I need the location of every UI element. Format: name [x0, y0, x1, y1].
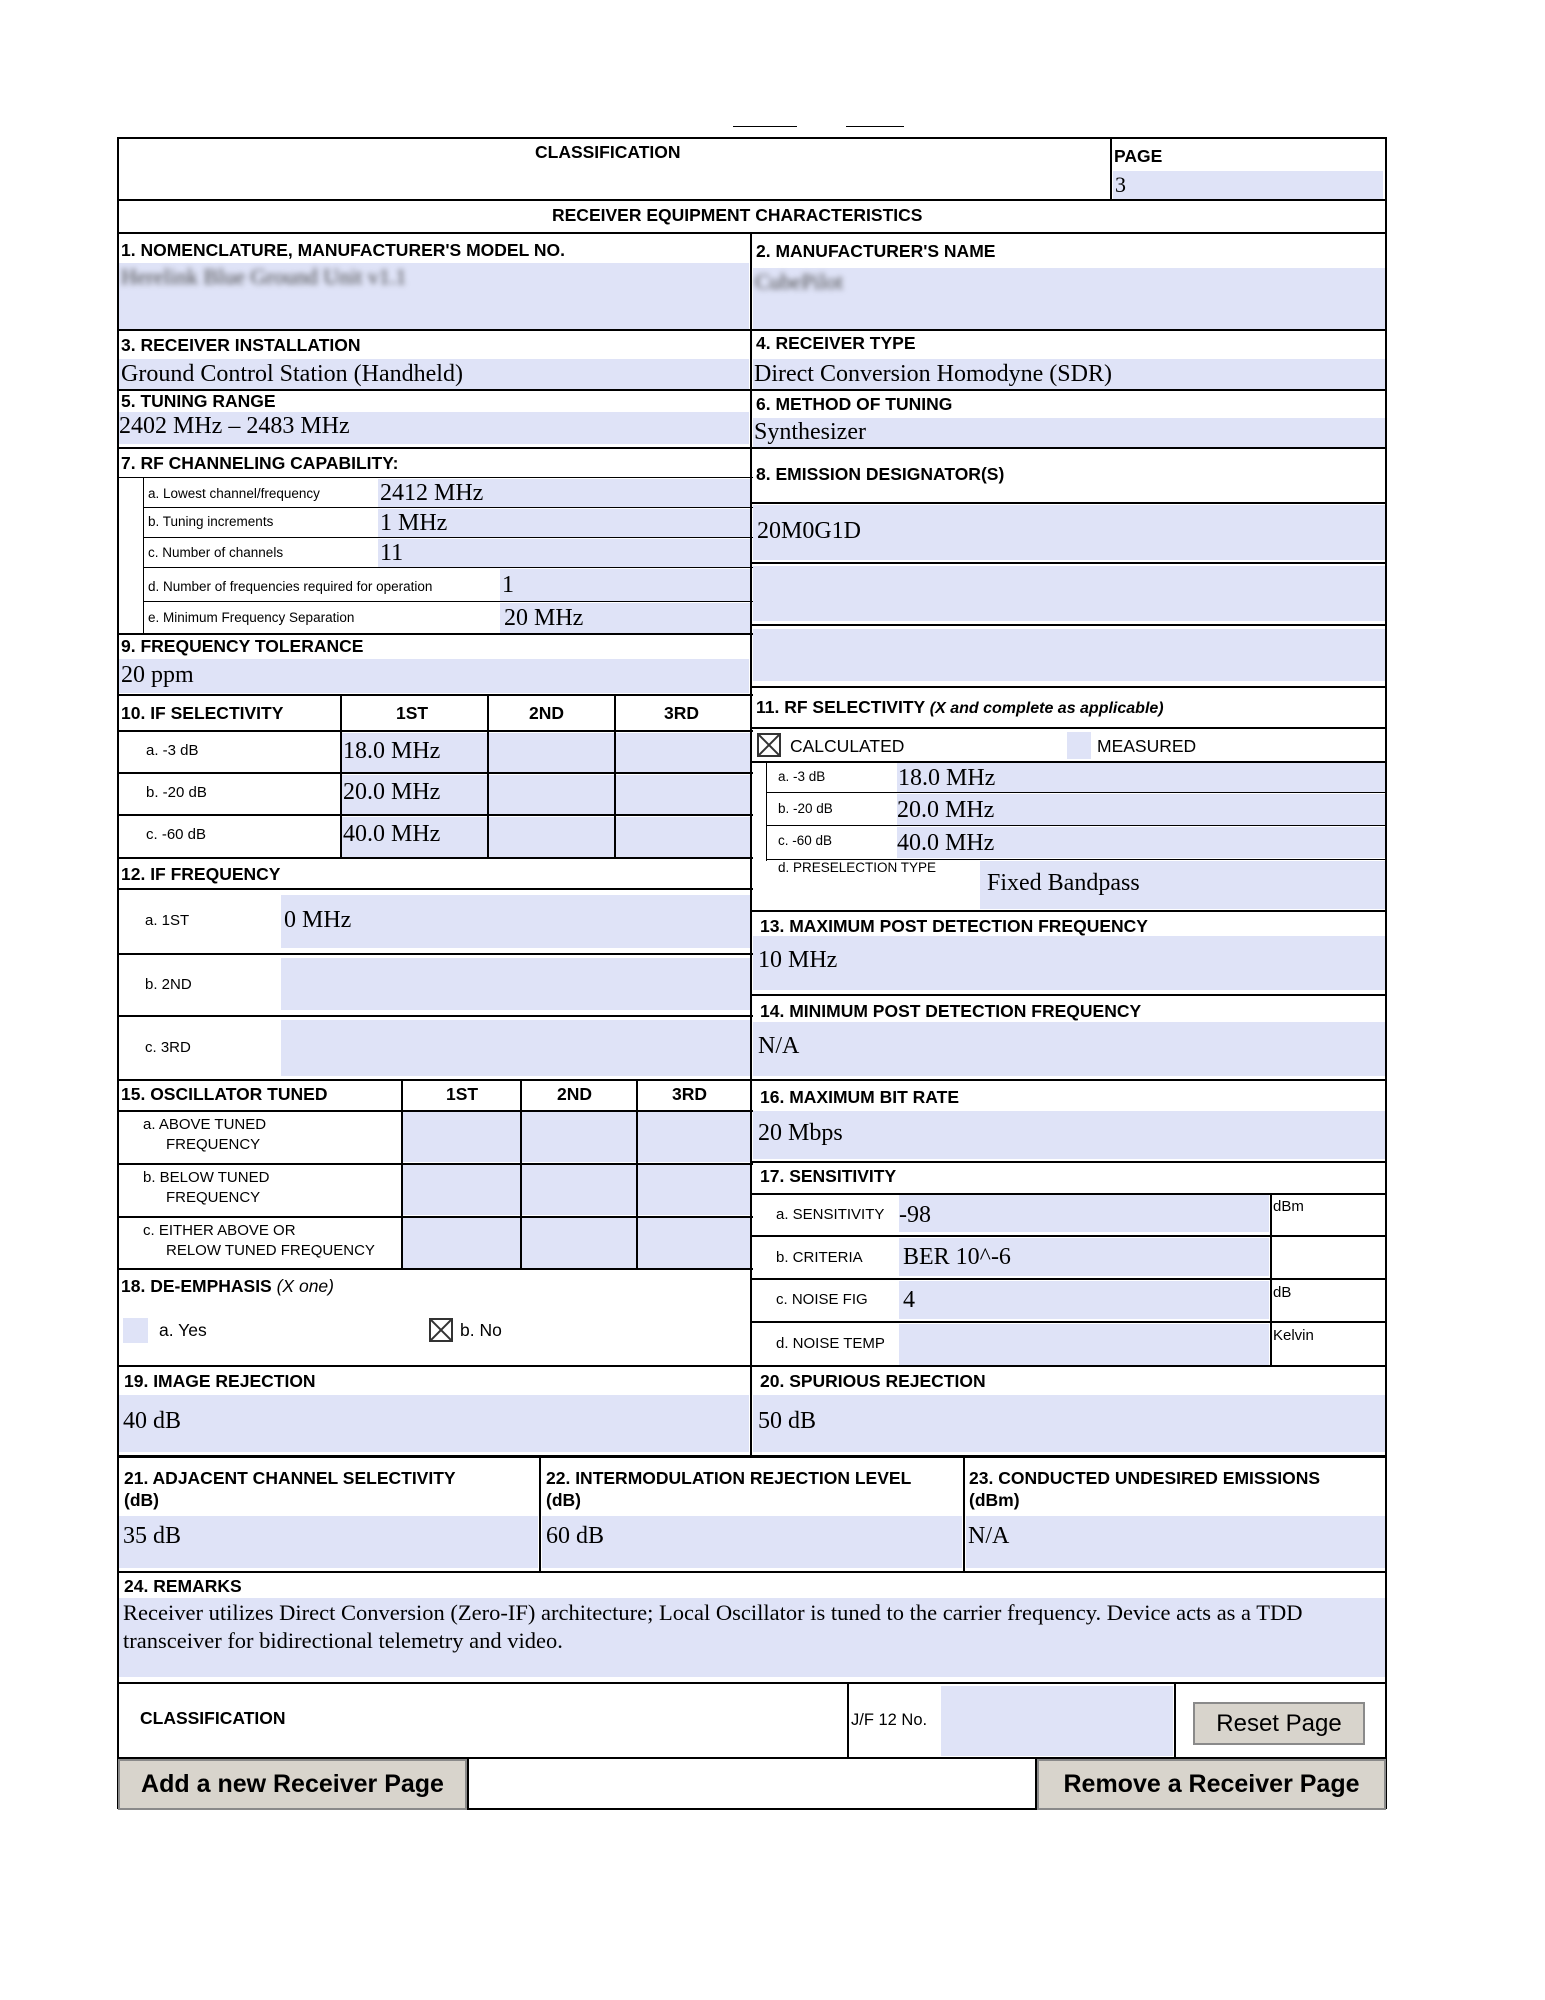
adjacent-channel-field[interactable] — [119, 1516, 538, 1568]
form-title: RECEIVER EQUIPMENT CHARACTERISTICS — [552, 205, 923, 225]
item15a-line2: FREQUENCY — [166, 1136, 261, 1153]
item18-label: 18. DE-EMPHASIS (X one) — [121, 1276, 334, 1296]
footer-classification: CLASSIFICATION — [140, 1708, 286, 1728]
page-status-field — [467, 1757, 1037, 1810]
criteria-field[interactable] — [899, 1238, 1269, 1276]
if-sel-c-3rd[interactable] — [616, 817, 750, 857]
item7b-label: b. Tuning increments — [148, 514, 274, 529]
channels-value: 11 — [380, 540, 404, 566]
measured-label: MEASURED — [1097, 736, 1197, 756]
column-divider — [750, 232, 752, 1456]
calculated-checkbox[interactable] — [757, 733, 781, 757]
item10-col1: 1ST — [396, 703, 429, 723]
receiver-type-field[interactable] — [753, 359, 1385, 389]
max-post-detection-value: 10 MHz — [758, 947, 838, 973]
item10a-label: a. -3 dB — [146, 742, 199, 759]
osc-a-2nd[interactable] — [522, 1112, 636, 1162]
rf-sel-c-field[interactable] — [897, 827, 1385, 858]
intermod-value: 60 dB — [546, 1523, 605, 1549]
item11-label: 11. RF SELECTIVITY (X and complete as applicable) — [756, 697, 1164, 717]
if-sel-c-1st[interactable] — [342, 817, 487, 857]
max-bit-rate-field[interactable] — [753, 1111, 1385, 1159]
rf-sel-c-value: 40.0 MHz — [897, 830, 995, 856]
preselection-type-field[interactable] — [980, 861, 1385, 909]
osc-c-1st[interactable] — [403, 1218, 520, 1268]
item23-label: 23. CONDUCTED UNDESIRED EMISSIONS — [969, 1468, 1321, 1488]
reset-page-button[interactable]: Reset Page — [1193, 1702, 1365, 1745]
if-freq-3rd-field[interactable] — [281, 1020, 750, 1076]
frequencies-required-field[interactable] — [500, 569, 750, 601]
top-rule-left — [733, 126, 797, 127]
osc-a-1st[interactable] — [403, 1112, 520, 1162]
de-emphasis-no-label: b. No — [460, 1320, 502, 1340]
item17d-label: d. NOISE TEMP — [776, 1335, 885, 1352]
installation-value: Ground Control Station (Handheld) — [121, 361, 463, 387]
noise-fig-field[interactable] — [899, 1281, 1269, 1319]
channels-field[interactable] — [378, 539, 750, 567]
remove-receiver-page-button[interactable]: Remove a Receiver Page — [1037, 1759, 1386, 1810]
add-receiver-page-button[interactable]: Add a new Receiver Page — [118, 1759, 467, 1810]
tuning-method-value: Synthesizer — [754, 419, 866, 445]
item6-label: 6. METHOD OF TUNING — [756, 394, 953, 414]
osc-b-2nd[interactable] — [522, 1165, 636, 1215]
de-emphasis-no-checkbox[interactable] — [429, 1318, 453, 1342]
tuning-range-value: 2402 MHz – 2483 MHz — [119, 413, 350, 439]
item15-col3: 3RD — [672, 1084, 708, 1104]
noise-temp-field[interactable] — [899, 1324, 1269, 1365]
remarks-field[interactable] — [119, 1598, 1385, 1677]
if-sel-a-1st[interactable] — [342, 733, 487, 772]
item10b-label: b. -20 dB — [146, 784, 207, 801]
item7d-label: d. Number of frequencies required for operation — [148, 579, 433, 594]
noise-temp-unit: Kelvin — [1273, 1327, 1314, 1344]
image-rejection-field[interactable] — [119, 1395, 749, 1452]
spurious-rejection-field[interactable] — [753, 1395, 1385, 1452]
if-sel-b-3rd[interactable] — [616, 775, 750, 814]
item20-label: 20. SPURIOUS REJECTION — [760, 1371, 986, 1391]
spurious-rejection-value: 50 dB — [758, 1408, 817, 1434]
de-emphasis-yes-checkbox[interactable] — [123, 1318, 148, 1343]
item15c-line1: c. EITHER ABOVE OR — [143, 1222, 296, 1239]
if-sel-a-1st-value: 18.0 MHz — [343, 738, 441, 764]
freq-separation-field[interactable] — [500, 603, 750, 633]
conducted-emissions-field[interactable] — [966, 1516, 1385, 1568]
emission-designator-1: 20M0G1D — [757, 518, 862, 544]
item17a-label: a. SENSITIVITY — [776, 1206, 885, 1223]
item10c-label: c. -60 dB — [146, 826, 207, 843]
item15b-line2: FREQUENCY — [166, 1189, 261, 1206]
min-post-detection-field[interactable] — [753, 1022, 1385, 1076]
item15a-line1: a. ABOVE TUNED — [143, 1116, 267, 1133]
osc-c-3rd[interactable] — [638, 1218, 750, 1268]
item5-label: 5. TUNING RANGE — [121, 391, 276, 411]
page-number-field[interactable] — [1113, 171, 1383, 199]
page-label: PAGE — [1114, 146, 1163, 166]
jf12-field[interactable] — [941, 1686, 1173, 1756]
item11b-label: b. -20 dB — [778, 801, 833, 816]
item11c-label: c. -60 dB — [778, 833, 833, 848]
if-sel-c-1st-value: 40.0 MHz — [343, 821, 441, 847]
item7c-label: c. Number of channels — [148, 545, 284, 560]
nomenclature-field[interactable] — [119, 263, 749, 329]
freq-tolerance-field[interactable] — [119, 659, 749, 693]
item12a-label: a. 1ST — [145, 912, 190, 929]
if-freq-2nd-field[interactable] — [281, 958, 750, 1010]
conducted-emissions-value: N/A — [968, 1523, 1010, 1549]
sensitivity-unit: dBm — [1273, 1198, 1304, 1215]
item19-label: 19. IMAGE REJECTION — [124, 1371, 316, 1391]
page-number: 3 — [1115, 172, 1126, 197]
item11d-label: d. PRESELECTION TYPE — [778, 860, 937, 875]
item7-label: 7. RF CHANNELING CAPABILITY: — [121, 453, 399, 473]
if-freq-1st-field[interactable] — [281, 895, 750, 948]
osc-a-3rd[interactable] — [638, 1112, 750, 1162]
criteria-value: BER 10^-6 — [903, 1244, 1011, 1270]
item1-label: 1. NOMENCLATURE, MANUFACTURER'S MODEL NO. — [121, 240, 565, 260]
item7a-label: a. Lowest channel/frequency — [148, 486, 320, 501]
freq-separation-value: 20 MHz — [504, 605, 584, 631]
item14-label: 14. MINIMUM POST DETECTION FREQUENCY — [760, 1001, 1142, 1021]
item12-label: 12. IF FREQUENCY — [121, 864, 281, 884]
item16-label: 16. MAXIMUM BIT RATE — [760, 1087, 959, 1107]
tuning-method-field[interactable] — [753, 418, 1385, 447]
item22-label: 22. INTERMODULATION REJECTION LEVEL — [546, 1468, 912, 1488]
remarks-line2: transceiver for bidirectional telemetry and video. — [123, 1628, 563, 1653]
lowest-channel-value: 2412 MHz — [380, 480, 484, 506]
de-emphasis-yes-label: a. Yes — [159, 1320, 207, 1340]
tuning-increments-field[interactable] — [378, 509, 750, 537]
if-sel-b-2nd[interactable] — [489, 775, 614, 814]
intermod-field[interactable] — [542, 1516, 962, 1568]
noise-fig-unit: dB — [1273, 1284, 1292, 1301]
osc-c-2nd[interactable] — [522, 1218, 636, 1268]
item17c-label: c. NOISE FIG — [776, 1291, 868, 1308]
jf12-label: J/F 12 No. — [851, 1711, 928, 1729]
item10-col2: 2ND — [529, 703, 565, 723]
item12c-label: c. 3RD — [145, 1039, 191, 1056]
manufacturer-field[interactable] — [753, 268, 1385, 329]
adjacent-channel-value: 35 dB — [123, 1523, 182, 1549]
if-freq-1st-value: 0 MHz — [284, 907, 352, 933]
emission-designator-field-1[interactable] — [753, 505, 1385, 560]
item24-label: 24. REMARKS — [124, 1576, 242, 1596]
item11-note: (X and complete as applicable) — [929, 700, 1164, 717]
item22-unit: (dB) — [546, 1490, 581, 1510]
item21-label: 21. ADJACENT CHANNEL SELECTIVITY — [124, 1468, 456, 1488]
image-rejection-value: 40 dB — [123, 1408, 182, 1434]
item23-unit: (dBm) — [969, 1490, 1020, 1510]
tuning-range-field[interactable] — [119, 412, 749, 444]
item15-col1: 1ST — [446, 1084, 479, 1104]
item10-col3: 3RD — [664, 703, 700, 723]
item7e-label: e. Minimum Frequency Separation — [148, 610, 355, 625]
receiver-type-value: Direct Conversion Homodyne (SDR) — [754, 361, 1112, 387]
if-sel-a-2nd[interactable] — [489, 733, 614, 772]
emission-designator-field-2[interactable] — [753, 566, 1385, 621]
preselection-type-value: Fixed Bandpass — [987, 870, 1140, 896]
item9-label: 9. FREQUENCY TOLERANCE — [121, 636, 364, 656]
rf-sel-b-field[interactable] — [897, 794, 1385, 825]
measured-checkbox[interactable] — [1067, 732, 1091, 759]
rf-sel-a-field[interactable] — [897, 763, 1385, 792]
min-post-detection-value: N/A — [758, 1033, 800, 1059]
item15c-line2: RELOW TUNED FREQUENCY — [166, 1242, 375, 1259]
remarks-line1: Receiver utilizes Direct Conversion (Zero-IF) architecture; Local Oscillator is tuned to the carrier frequency. Device acts as a TDD — [123, 1600, 1303, 1625]
item8-label: 8. EMISSION DESIGNATOR(S) — [756, 464, 1005, 484]
item18-note: (X one) — [276, 1276, 334, 1296]
item17-label: 17. SENSITIVITY — [760, 1166, 897, 1186]
sensitivity-field[interactable] — [899, 1195, 1269, 1232]
calculated-label: CALCULATED — [790, 736, 905, 756]
sensitivity-value: -98 — [899, 1202, 931, 1228]
osc-b-1st[interactable] — [403, 1165, 520, 1215]
item21-unit: (dB) — [124, 1490, 159, 1510]
if-sel-a-3rd[interactable] — [616, 733, 750, 772]
item17b-label: b. CRITERIA — [776, 1249, 863, 1266]
if-sel-b-1st-value: 20.0 MHz — [343, 779, 441, 805]
item13-label: 13. MAXIMUM POST DETECTION FREQUENCY — [760, 916, 1148, 936]
item2-label: 2. MANUFACTURER'S NAME — [756, 241, 996, 261]
max-post-detection-field[interactable] — [753, 936, 1385, 990]
item15-col2: 2ND — [557, 1084, 593, 1104]
rf-sel-b-value: 20.0 MHz — [897, 797, 995, 823]
classification-heading: CLASSIFICATION — [535, 142, 681, 162]
noise-fig-value: 4 — [903, 1287, 915, 1313]
if-sel-c-2nd[interactable] — [489, 817, 614, 857]
manufacturer-value: CubePilot — [755, 269, 844, 294]
frequencies-required-value: 1 — [502, 572, 514, 598]
freq-tolerance-value: 20 ppm — [121, 662, 194, 688]
item10-label: 10. IF SELECTIVITY — [121, 703, 284, 723]
if-sel-b-1st[interactable] — [342, 775, 487, 814]
top-rule-right — [846, 126, 904, 127]
nomenclature-value: Herelink Blue Ground Unit v1.1 — [121, 264, 407, 289]
item3-label: 3. RECEIVER INSTALLATION — [121, 335, 361, 355]
emission-designator-field-3[interactable] — [753, 629, 1385, 681]
item15b-line1: b. BELOW TUNED — [143, 1169, 270, 1186]
item15-label: 15. OSCILLATOR TUNED — [121, 1084, 328, 1104]
tuning-increments-value: 1 MHz — [380, 510, 448, 536]
item11a-label: a. -3 dB — [778, 769, 826, 784]
max-bit-rate-value: 20 Mbps — [758, 1120, 843, 1146]
item12b-label: b. 2ND — [145, 976, 192, 993]
item4-label: 4. RECEIVER TYPE — [756, 333, 916, 353]
installation-field[interactable] — [119, 359, 749, 389]
rf-sel-a-value: 18.0 MHz — [898, 765, 996, 791]
lowest-channel-field[interactable] — [378, 479, 750, 507]
osc-b-3rd[interactable] — [638, 1165, 750, 1215]
